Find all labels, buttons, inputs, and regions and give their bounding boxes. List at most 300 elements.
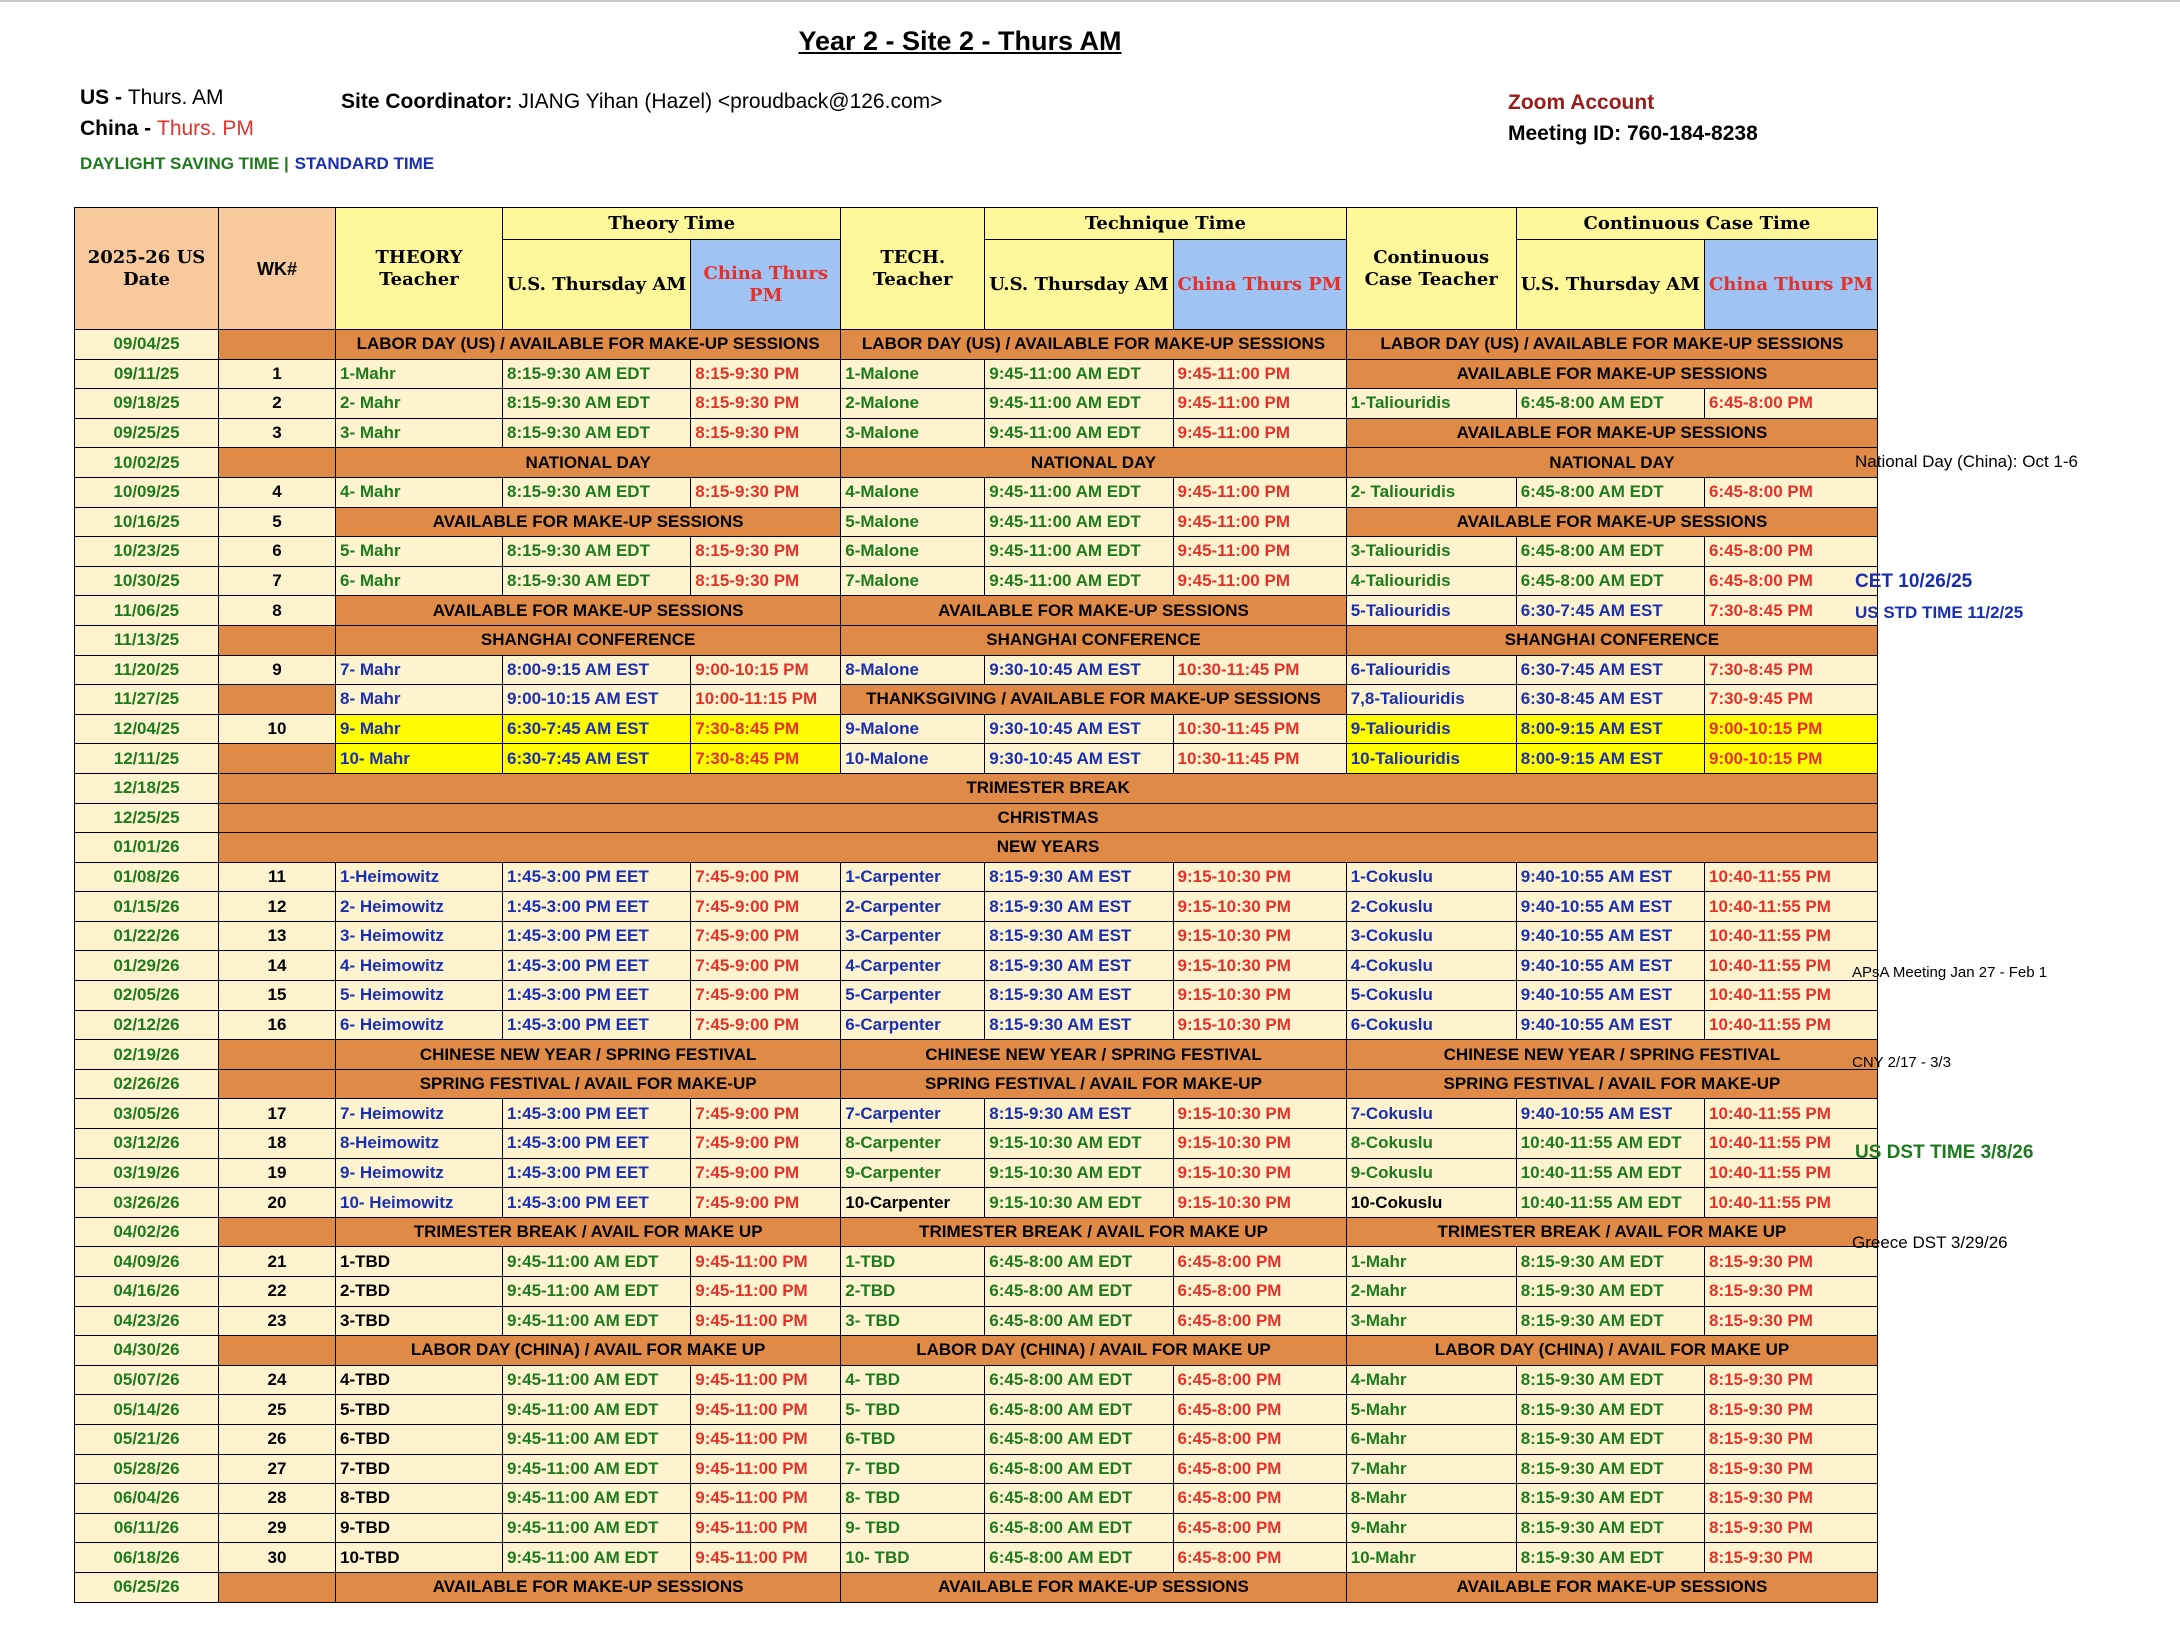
theory-teacher-cell: 8-Heimowitz (336, 1129, 503, 1159)
tech-teacher-cell: 2-TBD (841, 1277, 985, 1307)
cc-teacher-cell: 2-Mahr (1346, 1277, 1516, 1307)
china-time-line (80, 117, 254, 141)
tech-us-time-cell: 8:15-9:30 AM EST (985, 981, 1173, 1011)
date-cell: 04/02/26 (75, 1217, 219, 1247)
table-row (75, 1513, 1878, 1543)
theory-china-time-cell: 7:45-9:00 PM (691, 951, 841, 981)
theory-us-time-cell: 6:30-7:45 AM EST (503, 714, 691, 744)
table-row (75, 981, 1878, 1011)
cc-china-time-cell: 8:15-9:30 PM (1704, 1484, 1877, 1514)
tech-teacher-cell: 8-Carpenter (841, 1129, 985, 1159)
tech-china-time-cell: 6:45-8:00 PM (1173, 1395, 1346, 1425)
table-row (75, 330, 1878, 360)
cc-event-span: LABOR DAY (US) / AVAILABLE FOR MAKE-UP SESSIONS (1346, 330, 1877, 360)
theory-teacher-cell: 2- Mahr (336, 389, 503, 419)
week-cell: 1 (219, 359, 336, 389)
theory-us-time-cell: 9:45-11:00 AM EDT (503, 1395, 691, 1425)
full-width-event: NEW YEARS (219, 833, 1878, 863)
theory-teacher-cell: 6- Mahr (336, 566, 503, 596)
tech-us-time-cell: 9:45-11:00 AM EDT (985, 537, 1173, 567)
theory-teacher-cell: 9- Mahr (336, 714, 503, 744)
cc-teacher-cell: 2-Cokuslu (1346, 892, 1516, 922)
tech-teacher-cell: 2-Carpenter (841, 892, 985, 922)
date-cell: 03/26/26 (75, 1188, 219, 1218)
table-row (75, 566, 1878, 596)
tech-teacher-cell: 8- TBD (841, 1484, 985, 1514)
tech-us-time-cell: 8:15-9:30 AM EST (985, 892, 1173, 922)
cc-china-time-cell: 6:45-8:00 PM (1704, 389, 1877, 419)
tech-us-time-cell: 9:45-11:00 AM EDT (985, 507, 1173, 537)
cc-china-time-cell: 6:45-8:00 PM (1704, 537, 1877, 567)
theory-us-time-cell: 1:45-3:00 PM EET (503, 921, 691, 951)
theory-china-time-cell: 7:45-9:00 PM (691, 981, 841, 1011)
theory-us-time-cell: 1:45-3:00 PM EET (503, 862, 691, 892)
cc-event-span: AVAILABLE FOR MAKE-UP SESSIONS (1346, 507, 1877, 537)
theory-teacher-cell: 4-TBD (336, 1365, 503, 1395)
date-cell: 04/30/26 (75, 1336, 219, 1366)
cc-us-time-cell: 8:15-9:30 AM EDT (1516, 1365, 1704, 1395)
table-row (75, 448, 1878, 478)
cc-china-time-cell: 8:15-9:30 PM (1704, 1306, 1877, 1336)
tech-teacher-cell: 3- TBD (841, 1306, 985, 1336)
date-cell: 10/02/25 (75, 448, 219, 478)
theory-teacher-cell: 1-TBD (336, 1247, 503, 1277)
cc-us-time-header: U.S. Thursday AM (1516, 240, 1704, 330)
week-cell: 19 (219, 1158, 336, 1188)
cc-china-time-cell: 10:40-11:55 PM (1704, 1188, 1877, 1218)
date-cell: 06/11/26 (75, 1513, 219, 1543)
tech-teacher-cell: 1-TBD (841, 1247, 985, 1277)
date-cell: 10/16/25 (75, 507, 219, 537)
theory-us-time-cell: 9:00-10:15 AM EST (503, 685, 691, 715)
tech-teacher-cell: 7-Malone (841, 566, 985, 596)
cc-teacher-cell: 5-Mahr (1346, 1395, 1516, 1425)
theory-china-time-cell: 7:45-9:00 PM (691, 1188, 841, 1218)
cc-us-time-cell: 10:40-11:55 AM EDT (1516, 1129, 1704, 1159)
theory-teacher-cell: 8- Mahr (336, 685, 503, 715)
theory-china-time-cell: 7:45-9:00 PM (691, 1099, 841, 1129)
week-cell: 25 (219, 1395, 336, 1425)
tech-teacher-cell: 4-Carpenter (841, 951, 985, 981)
theory-china-time-cell: 8:15-9:30 PM (691, 566, 841, 596)
theory-china-time-cell: 7:45-9:00 PM (691, 921, 841, 951)
theory-us-time-cell: 1:45-3:00 PM EET (503, 1099, 691, 1129)
table-row (75, 477, 1878, 507)
cc-teacher-cell: 6-Cokuslu (1346, 1010, 1516, 1040)
cc-event-span: CHINESE NEW YEAR / SPRING FESTIVAL (1346, 1040, 1877, 1070)
theory-china-time-cell: 9:45-11:00 PM (691, 1306, 841, 1336)
theory-teacher-cell: 3-TBD (336, 1306, 503, 1336)
theory-us-time-cell: 9:45-11:00 AM EDT (503, 1277, 691, 1307)
week-cell: 4 (219, 477, 336, 507)
table-row (75, 921, 1878, 951)
tech-us-time-cell: 6:45-8:00 AM EDT (985, 1454, 1173, 1484)
date-cell: 06/25/26 (75, 1572, 219, 1602)
theory-teacher-cell: 10- Heimowitz (336, 1188, 503, 1218)
cc-us-time-cell: 6:45-8:00 AM EDT (1516, 537, 1704, 567)
theory-teacher-cell: 1-Heimowitz (336, 862, 503, 892)
cc-teacher-cell: 1-Taliouridis (1346, 389, 1516, 419)
date-cell: 12/11/25 (75, 744, 219, 774)
week-cell: 2 (219, 389, 336, 419)
theory-china-time-cell: 7:45-9:00 PM (691, 1158, 841, 1188)
theory-teacher-cell: 9-TBD (336, 1513, 503, 1543)
date-cell: 09/18/25 (75, 389, 219, 419)
week-cell: 6 (219, 537, 336, 567)
week-cell (219, 1336, 336, 1366)
cc-teacher-cell: 1-Cokuslu (1346, 862, 1516, 892)
theory-teacher-cell: 4- Mahr (336, 477, 503, 507)
cc-china-time-cell: 8:15-9:30 PM (1704, 1395, 1877, 1425)
cc-china-time-cell: 10:40-11:55 PM (1704, 1129, 1877, 1159)
tech-us-time-header: U.S. Thursday AM (985, 240, 1173, 330)
tech-us-time-cell: 8:15-9:30 AM EST (985, 1099, 1173, 1129)
cc-event-span: AVAILABLE FOR MAKE-UP SESSIONS (1346, 359, 1877, 389)
tech-us-time-cell: 9:15-10:30 AM EDT (985, 1129, 1173, 1159)
theory-china-time-cell: 9:45-11:00 PM (691, 1513, 841, 1543)
cc-china-time-cell: 8:15-9:30 PM (1704, 1365, 1877, 1395)
tech-us-time-cell: 9:30-10:45 AM EST (985, 655, 1173, 685)
table-row (75, 1572, 1878, 1602)
table-row (75, 714, 1878, 744)
theory-teacher-cell: 5- Mahr (336, 537, 503, 567)
tech-us-time-cell: 9:30-10:45 AM EST (985, 714, 1173, 744)
tech-us-time-cell: 6:45-8:00 AM EDT (985, 1247, 1173, 1277)
cc-china-time-cell: 7:30-8:45 PM (1704, 596, 1877, 626)
week-cell (219, 1217, 336, 1247)
table-row (75, 1010, 1878, 1040)
cc-us-time-cell: 6:30-7:45 AM EST (1516, 655, 1704, 685)
table-row (75, 892, 1878, 922)
tech-china-time-cell: 9:15-10:30 PM (1173, 1129, 1346, 1159)
cc-event-span: AVAILABLE FOR MAKE-UP SESSIONS (1346, 418, 1877, 448)
tech-teacher-cell: 4-Malone (841, 477, 985, 507)
theory-china-time-cell: 8:15-9:30 PM (691, 477, 841, 507)
tech-event-span: AVAILABLE FOR MAKE-UP SESSIONS (841, 1572, 1346, 1602)
theory-china-time-cell: 8:15-9:30 PM (691, 389, 841, 419)
meeting-id: Meeting ID: 760-184-8238 (1508, 122, 1758, 145)
us-value: Thurs. AM (127, 86, 224, 109)
table-row (75, 1277, 1878, 1307)
theory-china-time-cell: 9:00-10:15 PM (691, 655, 841, 685)
table-row (75, 1040, 1878, 1070)
cc-us-time-cell: 6:30-8:45 AM EST (1516, 685, 1704, 715)
table-row (75, 418, 1878, 448)
theory-us-time-cell: 1:45-3:00 PM EET (503, 1010, 691, 1040)
cc-teacher-cell: 4-Cokuslu (1346, 951, 1516, 981)
cc-teacher-cell: 1-Mahr (1346, 1247, 1516, 1277)
theory-event-span: AVAILABLE FOR MAKE-UP SESSIONS (336, 1572, 841, 1602)
note-us-dst-time: US DST TIME 3/8/26 (1855, 1142, 2034, 1163)
cc-us-time-cell: 8:00-9:15 AM EST (1516, 744, 1704, 774)
tech-china-time-cell: 9:15-10:30 PM (1173, 862, 1346, 892)
cc-teacher-cell: 4-Taliouridis (1346, 566, 1516, 596)
tech-china-time-cell: 9:45-11:00 PM (1173, 537, 1346, 567)
week-cell (219, 744, 336, 774)
week-cell: 5 (219, 507, 336, 537)
tech-teacher-cell: 3-Carpenter (841, 921, 985, 951)
date-cell: 06/18/26 (75, 1543, 219, 1573)
week-cell: 30 (219, 1543, 336, 1573)
tech-china-time-cell: 9:45-11:00 PM (1173, 418, 1346, 448)
date-cell: 01/29/26 (75, 951, 219, 981)
table-row (75, 1188, 1878, 1218)
cc-us-time-cell: 9:40-10:55 AM EST (1516, 892, 1704, 922)
theory-us-time-cell: 8:15-9:30 AM EDT (503, 537, 691, 567)
tech-teacher-cell: 6-TBD (841, 1424, 985, 1454)
schedule-body (75, 330, 1878, 1603)
theory-china-time-cell: 7:30-8:45 PM (691, 714, 841, 744)
cc-teacher-cell: 3-Taliouridis (1346, 537, 1516, 567)
cc-us-time-cell: 9:40-10:55 AM EST (1516, 981, 1704, 1011)
table-row (75, 1336, 1878, 1366)
tech-event-span: TRIMESTER BREAK / AVAIL FOR MAKE UP (841, 1217, 1346, 1247)
cc-china-time-cell: 8:15-9:30 PM (1704, 1513, 1877, 1543)
theory-teacher-cell: 5-TBD (336, 1395, 503, 1425)
tech-china-time-cell: 9:45-11:00 PM (1173, 566, 1346, 596)
tech-teacher-cell: 6-Malone (841, 537, 985, 567)
theory-event-span: SHANGHAI CONFERENCE (336, 625, 841, 655)
theory-teacher-cell: 2-TBD (336, 1277, 503, 1307)
week-cell: 20 (219, 1188, 336, 1218)
tech-us-time-cell: 6:45-8:00 AM EDT (985, 1395, 1173, 1425)
cc-china-time-cell: 10:40-11:55 PM (1704, 921, 1877, 951)
cc-teacher-cell: 6-Taliouridis (1346, 655, 1516, 685)
theory-teacher-cell: 3- Heimowitz (336, 921, 503, 951)
table-row (75, 507, 1878, 537)
date-cell: 10/23/25 (75, 537, 219, 567)
cc-teacher-cell: 5-Cokuslu (1346, 981, 1516, 1011)
cc-teacher-cell: 7-Mahr (1346, 1454, 1516, 1484)
theory-teacher-cell: 10-TBD (336, 1543, 503, 1573)
table-row (75, 744, 1878, 774)
theory-teacher-cell: 8-TBD (336, 1484, 503, 1514)
tech-china-time-cell: 6:45-8:00 PM (1173, 1543, 1346, 1573)
table-row (75, 537, 1878, 567)
tech-china-time-cell: 9:15-10:30 PM (1173, 921, 1346, 951)
theory-teacher-cell: 9- Heimowitz (336, 1158, 503, 1188)
date-cell: 11/20/25 (75, 655, 219, 685)
tech-us-time-cell: 9:15-10:30 AM EDT (985, 1158, 1173, 1188)
col-wk-header: WK# (219, 208, 336, 330)
tech-us-time-cell: 9:30-10:45 AM EST (985, 744, 1173, 774)
week-cell: 14 (219, 951, 336, 981)
cc-us-time-cell: 8:15-9:30 AM EDT (1516, 1395, 1704, 1425)
date-cell: 04/09/26 (75, 1247, 219, 1277)
cc-china-time-cell: 8:15-9:30 PM (1704, 1424, 1877, 1454)
theory-us-time-cell: 8:15-9:30 AM EDT (503, 418, 691, 448)
tech-china-time-cell: 9:15-10:30 PM (1173, 1188, 1346, 1218)
theory-teacher-cell: 7-TBD (336, 1454, 503, 1484)
china-value: Thurs. PM (157, 117, 254, 140)
cc-us-time-cell: 8:15-9:30 AM EDT (1516, 1484, 1704, 1514)
cc-event-span: NATIONAL DAY (1346, 448, 1877, 478)
theory-china-time-cell: 7:30-8:45 PM (691, 744, 841, 774)
date-cell: 11/06/25 (75, 596, 219, 626)
week-cell: 13 (219, 921, 336, 951)
tech-us-time-cell: 6:45-8:00 AM EDT (985, 1484, 1173, 1514)
tech-us-time-cell: 6:45-8:00 AM EDT (985, 1424, 1173, 1454)
tech-us-time-cell: 9:45-11:00 AM EDT (985, 566, 1173, 596)
cc-us-time-cell: 6:45-8:00 AM EDT (1516, 566, 1704, 596)
week-cell: 8 (219, 596, 336, 626)
tech-china-time-cell: 6:45-8:00 PM (1173, 1277, 1346, 1307)
tech-teacher-cell: 1-Carpenter (841, 862, 985, 892)
table-row (75, 773, 1878, 803)
cc-china-time-cell: 10:40-11:55 PM (1704, 951, 1877, 981)
note-national-day: National Day (China): Oct 1-6 (1855, 452, 2078, 471)
us-time-line (80, 86, 224, 110)
date-cell: 05/14/26 (75, 1395, 219, 1425)
table-row (75, 655, 1878, 685)
week-cell: 23 (219, 1306, 336, 1336)
week-cell: 7 (219, 566, 336, 596)
date-cell: 03/12/26 (75, 1129, 219, 1159)
date-cell: 12/04/25 (75, 714, 219, 744)
tech-china-time-cell: 9:15-10:30 PM (1173, 981, 1346, 1011)
theory-event-span: CHINESE NEW YEAR / SPRING FESTIVAL (336, 1040, 841, 1070)
table-row (75, 1395, 1878, 1425)
note-cet: CET 10/26/25 (1855, 571, 1973, 592)
china-label: China - (80, 117, 157, 140)
cc-teacher-cell: 9-Mahr (1346, 1513, 1516, 1543)
theory-teacher-cell: 2- Heimowitz (336, 892, 503, 922)
theory-us-time-cell: 8:15-9:30 AM EDT (503, 389, 691, 419)
cc-event-span: TRIMESTER BREAK / AVAIL FOR MAKE UP (1346, 1217, 1877, 1247)
tech-teacher-cell: 10- TBD (841, 1543, 985, 1573)
theory-us-time-cell: 9:45-11:00 AM EDT (503, 1543, 691, 1573)
tech-us-time-cell: 9:45-11:00 AM EDT (985, 418, 1173, 448)
week-cell: 15 (219, 981, 336, 1011)
theory-china-time-cell: 9:45-11:00 PM (691, 1424, 841, 1454)
col-tech-teacher-header: TECH. Teacher (841, 208, 985, 330)
cc-us-time-cell: 9:40-10:55 AM EST (1516, 951, 1704, 981)
week-cell: 26 (219, 1424, 336, 1454)
table-row (75, 596, 1878, 626)
cc-us-time-cell: 8:15-9:30 AM EDT (1516, 1543, 1704, 1573)
theory-us-time-cell: 1:45-3:00 PM EET (503, 892, 691, 922)
date-cell: 11/13/25 (75, 625, 219, 655)
tech-china-time-cell: 6:45-8:00 PM (1173, 1365, 1346, 1395)
tech-teacher-cell: 9-Carpenter (841, 1158, 985, 1188)
theory-us-time-cell: 9:45-11:00 AM EDT (503, 1247, 691, 1277)
date-cell: 10/09/25 (75, 477, 219, 507)
cc-teacher-cell: 9-Cokuslu (1346, 1158, 1516, 1188)
cc-us-time-cell: 9:40-10:55 AM EST (1516, 1010, 1704, 1040)
tech-teacher-cell: 3-Malone (841, 418, 985, 448)
cc-teacher-cell: 7-Cokuslu (1346, 1099, 1516, 1129)
note-us-std-time: US STD TIME 11/2/25 (1855, 603, 2024, 622)
theory-china-time-cell: 9:45-11:00 PM (691, 1454, 841, 1484)
tech-china-time-cell: 10:30-11:45 PM (1173, 655, 1346, 685)
cc-china-time-cell: 7:30-8:45 PM (1704, 655, 1877, 685)
week-cell (219, 448, 336, 478)
theory-china-time-cell: 8:15-9:30 PM (691, 418, 841, 448)
date-cell: 01/01/26 (75, 833, 219, 863)
week-cell: 18 (219, 1129, 336, 1159)
theory-us-time-cell: 9:45-11:00 AM EDT (503, 1513, 691, 1543)
cc-china-time-cell: 6:45-8:00 PM (1704, 566, 1877, 596)
table-row (75, 862, 1878, 892)
tech-event-span: CHINESE NEW YEAR / SPRING FESTIVAL (841, 1040, 1346, 1070)
theory-event-span: AVAILABLE FOR MAKE-UP SESSIONS (336, 596, 841, 626)
week-cell: 27 (219, 1454, 336, 1484)
theory-us-time-header: U.S. Thursday AM (503, 240, 691, 330)
cc-us-time-cell: 9:40-10:55 AM EST (1516, 1099, 1704, 1129)
week-cell: 24 (219, 1365, 336, 1395)
date-cell: 09/11/25 (75, 359, 219, 389)
theory-china-time-cell: 8:15-9:30 PM (691, 359, 841, 389)
tech-china-time-cell: 9:45-11:00 PM (1173, 389, 1346, 419)
theory-event-span: NATIONAL DAY (336, 448, 841, 478)
note-apsa-meeting: APsA Meeting Jan 27 - Feb 1 (1852, 964, 2048, 981)
cc-teacher-cell: 8-Mahr (1346, 1484, 1516, 1514)
col-theory-teacher-header: THEORY Teacher (336, 208, 503, 330)
week-cell: 11 (219, 862, 336, 892)
date-cell: 11/27/25 (75, 685, 219, 715)
tech-china-time-cell: 9:45-11:00 PM (1173, 359, 1346, 389)
week-cell: 16 (219, 1010, 336, 1040)
tech-china-time-cell: 9:15-10:30 PM (1173, 951, 1346, 981)
theory-teacher-cell: 6- Heimowitz (336, 1010, 503, 1040)
date-cell: 09/25/25 (75, 418, 219, 448)
week-cell: 3 (219, 418, 336, 448)
col-cc-teacher-header: Continuous Case Teacher (1346, 208, 1516, 330)
week-cell: 17 (219, 1099, 336, 1129)
tech-teacher-cell: 7- TBD (841, 1454, 985, 1484)
tech-event-span: SHANGHAI CONFERENCE (841, 625, 1346, 655)
week-cell: 28 (219, 1484, 336, 1514)
cc-teacher-cell: 6-Mahr (1346, 1424, 1516, 1454)
cc-teacher-cell: 2- Taliouridis (1346, 477, 1516, 507)
table-row (75, 1069, 1878, 1099)
col-theory-time-header: Theory Time (503, 208, 841, 240)
cc-teacher-cell: 3-Mahr (1346, 1306, 1516, 1336)
cc-us-time-cell: 8:15-9:30 AM EDT (1516, 1513, 1704, 1543)
cc-china-time-cell: 9:00-10:15 PM (1704, 714, 1877, 744)
cc-china-time-cell: 8:15-9:30 PM (1704, 1543, 1877, 1573)
theory-us-time-cell: 6:30-7:45 AM EST (503, 744, 691, 774)
cc-china-time-cell: 7:30-9:45 PM (1704, 685, 1877, 715)
cc-us-time-cell: 8:15-9:30 AM EDT (1516, 1277, 1704, 1307)
table-row (75, 1424, 1878, 1454)
tech-event-span: NATIONAL DAY (841, 448, 1346, 478)
cc-china-time-cell: 10:40-11:55 PM (1704, 862, 1877, 892)
tech-us-time-cell: 6:45-8:00 AM EDT (985, 1543, 1173, 1573)
table-row (75, 1217, 1878, 1247)
cc-teacher-cell: 3-Cokuslu (1346, 921, 1516, 951)
coordinator-line (341, 90, 942, 114)
tech-us-time-cell: 6:45-8:00 AM EDT (985, 1513, 1173, 1543)
table-row (75, 951, 1878, 981)
tech-us-time-cell: 8:15-9:30 AM EST (985, 1010, 1173, 1040)
theory-teacher-cell: 3- Mahr (336, 418, 503, 448)
coordinator-label: Site Coordinator: (341, 90, 513, 113)
tech-us-time-cell: 9:15-10:30 AM EDT (985, 1188, 1173, 1218)
coordinator-value: JIANG Yihan (Hazel) <proudback@126.com> (518, 90, 943, 113)
theory-teacher-cell: 5- Heimowitz (336, 981, 503, 1011)
theory-event-span: TRIMESTER BREAK / AVAIL FOR MAKE UP (336, 1217, 841, 1247)
date-cell: 02/12/26 (75, 1010, 219, 1040)
tech-teacher-cell: 8-Malone (841, 655, 985, 685)
theory-china-time-cell: 7:45-9:00 PM (691, 892, 841, 922)
theory-china-time-cell: 7:45-9:00 PM (691, 862, 841, 892)
tech-us-time-cell: 8:15-9:30 AM EST (985, 921, 1173, 951)
top-border (0, 0, 2180, 2)
note-cny: CNY 2/17 - 3/3 (1852, 1054, 1951, 1071)
col-cc-time-header: Continuous Case Time (1516, 208, 1877, 240)
full-width-event: CHRISTMAS (219, 803, 1878, 833)
